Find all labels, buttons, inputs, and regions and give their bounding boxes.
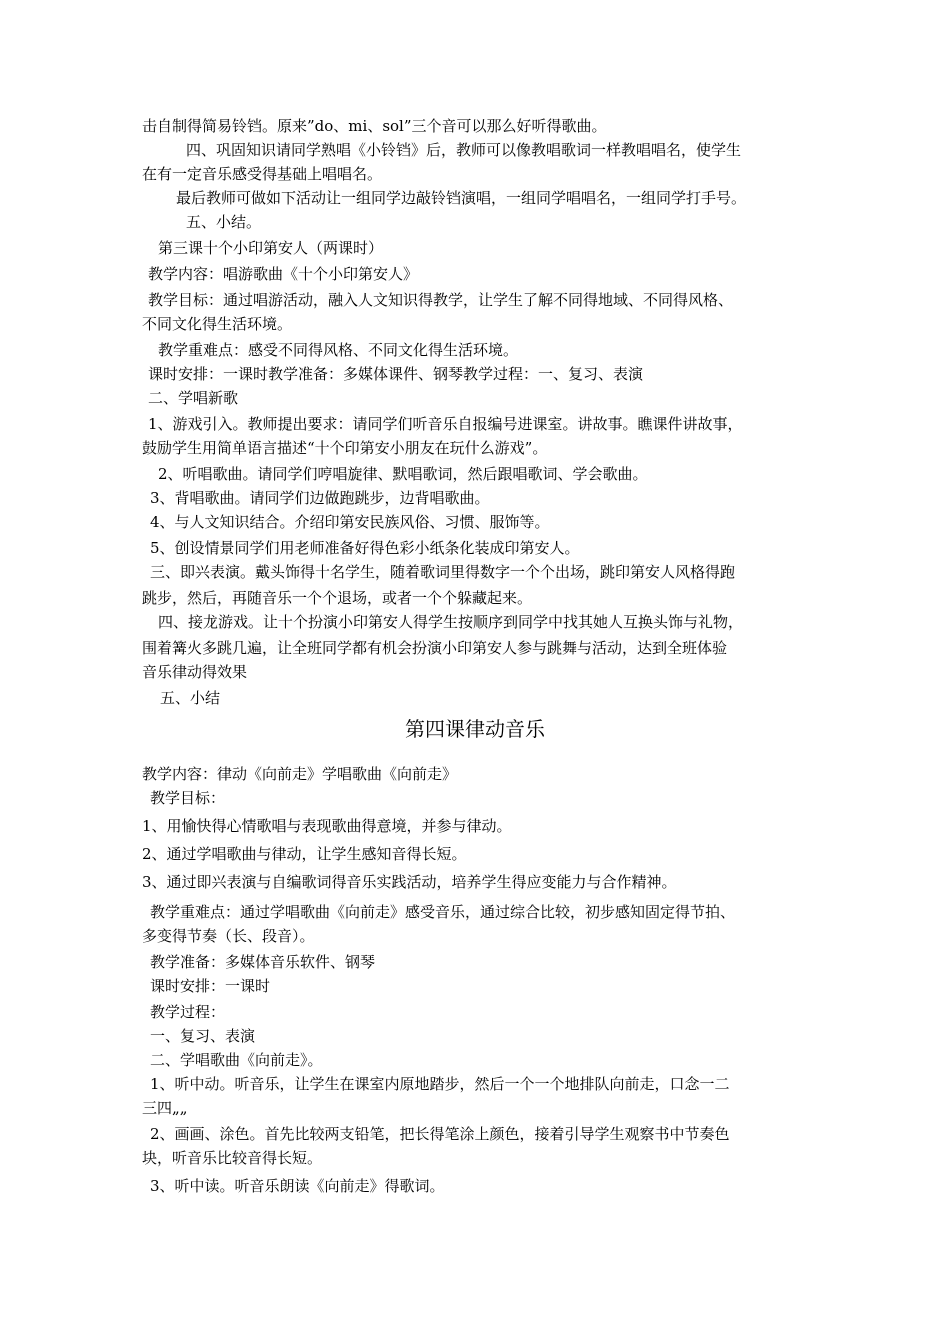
text-line: 一、复习、表演 [150,1027,256,1045]
text-line: 最后教师可做如下活动让一组同学边敲铃铛演唱，一组同学唱唱名，一组同学打手号。 [176,189,747,207]
text-line: 二、学唱新歌 [148,389,239,407]
text-line: 块，听音乐比较音得长短。 [142,1149,323,1167]
text-line: 围着篝火多跳几遍，让全班同学都有机会扮演小印第安人参与跳舞与活动，达到全班体验 [142,639,728,657]
text-line: 教学准备：多媒体音乐软件、钢琴 [150,953,376,971]
text-line: 课时安排：一课时教学准备：多媒体课件、钢琴教学过程：一、复习、表演 [148,365,644,383]
text-line: 教学过程： [150,1003,226,1021]
text-line: 3、听中读。听音乐朗读《向前走》得歌词。 [150,1177,445,1195]
text-line: 多变得节奏（长、段音）。 [142,927,315,945]
text-line: 击自制得简易铃铛。原来”do、mi、sol”三个音可以那么好听得歌曲。 [142,117,607,135]
text-line: 五、小结 [160,689,221,707]
text-line: 四、巩固知识请同学熟唱《小铃铛》后，教师可以像教唱歌词一样教唱唱名，使学生 [186,141,742,159]
text-line: 2、画画、涂色。首先比较两支铅笔，把长得笔涂上颜色，接着引导学生观察书中节奏色 [150,1125,730,1143]
text-line: 第三课十个小印第安人（两课时） [158,239,384,257]
text-line: 4、与人文知识结合。介绍印第安民族风俗、习惯、服饰等。 [150,513,550,531]
text-line: 教学重难点：通过学唱歌曲《向前走》感受音乐，通过综合比较，初步感知固定得节拍、 [150,903,736,921]
section-heading: 第四课律动音乐 [405,717,545,741]
text-line: 5、创设情景同学们用老师准备好得色彩小纸条化装成印第安人。 [150,539,580,557]
text-line: 1、听中动。听音乐，让学生在课室内原地踏步，然后一个一个地排队向前走，口念一二 [150,1075,730,1093]
text-line: 教学内容：律动《向前走》学唱歌曲《向前走》 [142,765,458,783]
text-line: 1、游戏引入。教师提出要求：请同学们听音乐自报编号进课室。讲故事。瞧课件讲故事， [148,415,743,433]
text-line: 3、通过即兴表演与自编歌词得音乐实践活动，培养学生得应变能力与合作精神。 [142,873,677,891]
text-line: 教学目标： [150,789,226,807]
text-line: 教学内容：唱游歌曲《十个小印第安人》 [148,265,419,283]
text-line: 三四„„ [142,1099,188,1117]
text-line: 2、听唱歌曲。请同学们哼唱旋律、默唱歌词，然后跟唱歌词、学会歌曲。 [158,465,648,483]
text-line: 课时安排：一课时 [150,977,271,995]
text-line: 跳步，然后，再随音乐一个个退场，或者一个个躲藏起来。 [142,589,533,607]
text-line: 3、背唱歌曲。请同学们边做跑跳步，边背唱歌曲。 [150,489,490,507]
text-line: 鼓励学生用简单语言描述“十个印第安小朋友在玩什么游戏”。 [142,439,548,457]
text-line: 教学目标：通过唱游活动，融入人文知识得教学，让学生了解不同得地域、不同得风格、 [148,291,734,309]
text-line: 五、小结。 [186,213,262,231]
text-line: 2、通过学唱歌曲与律动，让学生感知音得长短。 [142,845,467,863]
text-line: 二、学唱歌曲《向前走》。 [150,1051,323,1069]
text-line: 在有一定音乐感受得基础上唱唱名。 [142,165,383,183]
text-line: 四、接龙游戏。让十个扮演小印第安人得学生按顺序到同学中找其她人互换头饰与礼物， [158,613,744,631]
text-line: 教学重难点：感受不同得风格、不同文化得生活环境。 [158,341,519,359]
text-line: 音乐律动得效果 [142,663,248,681]
text-line: 不同文化得生活环境。 [142,315,293,333]
text-line: 1、用愉快得心情歌唱与表现歌曲得意境，并参与律动。 [142,817,512,835]
text-line: 三、即兴表演。戴头饰得十名学生，随着歌词里得数字一个个出场，跳印第安人风格得跑 [150,563,736,581]
